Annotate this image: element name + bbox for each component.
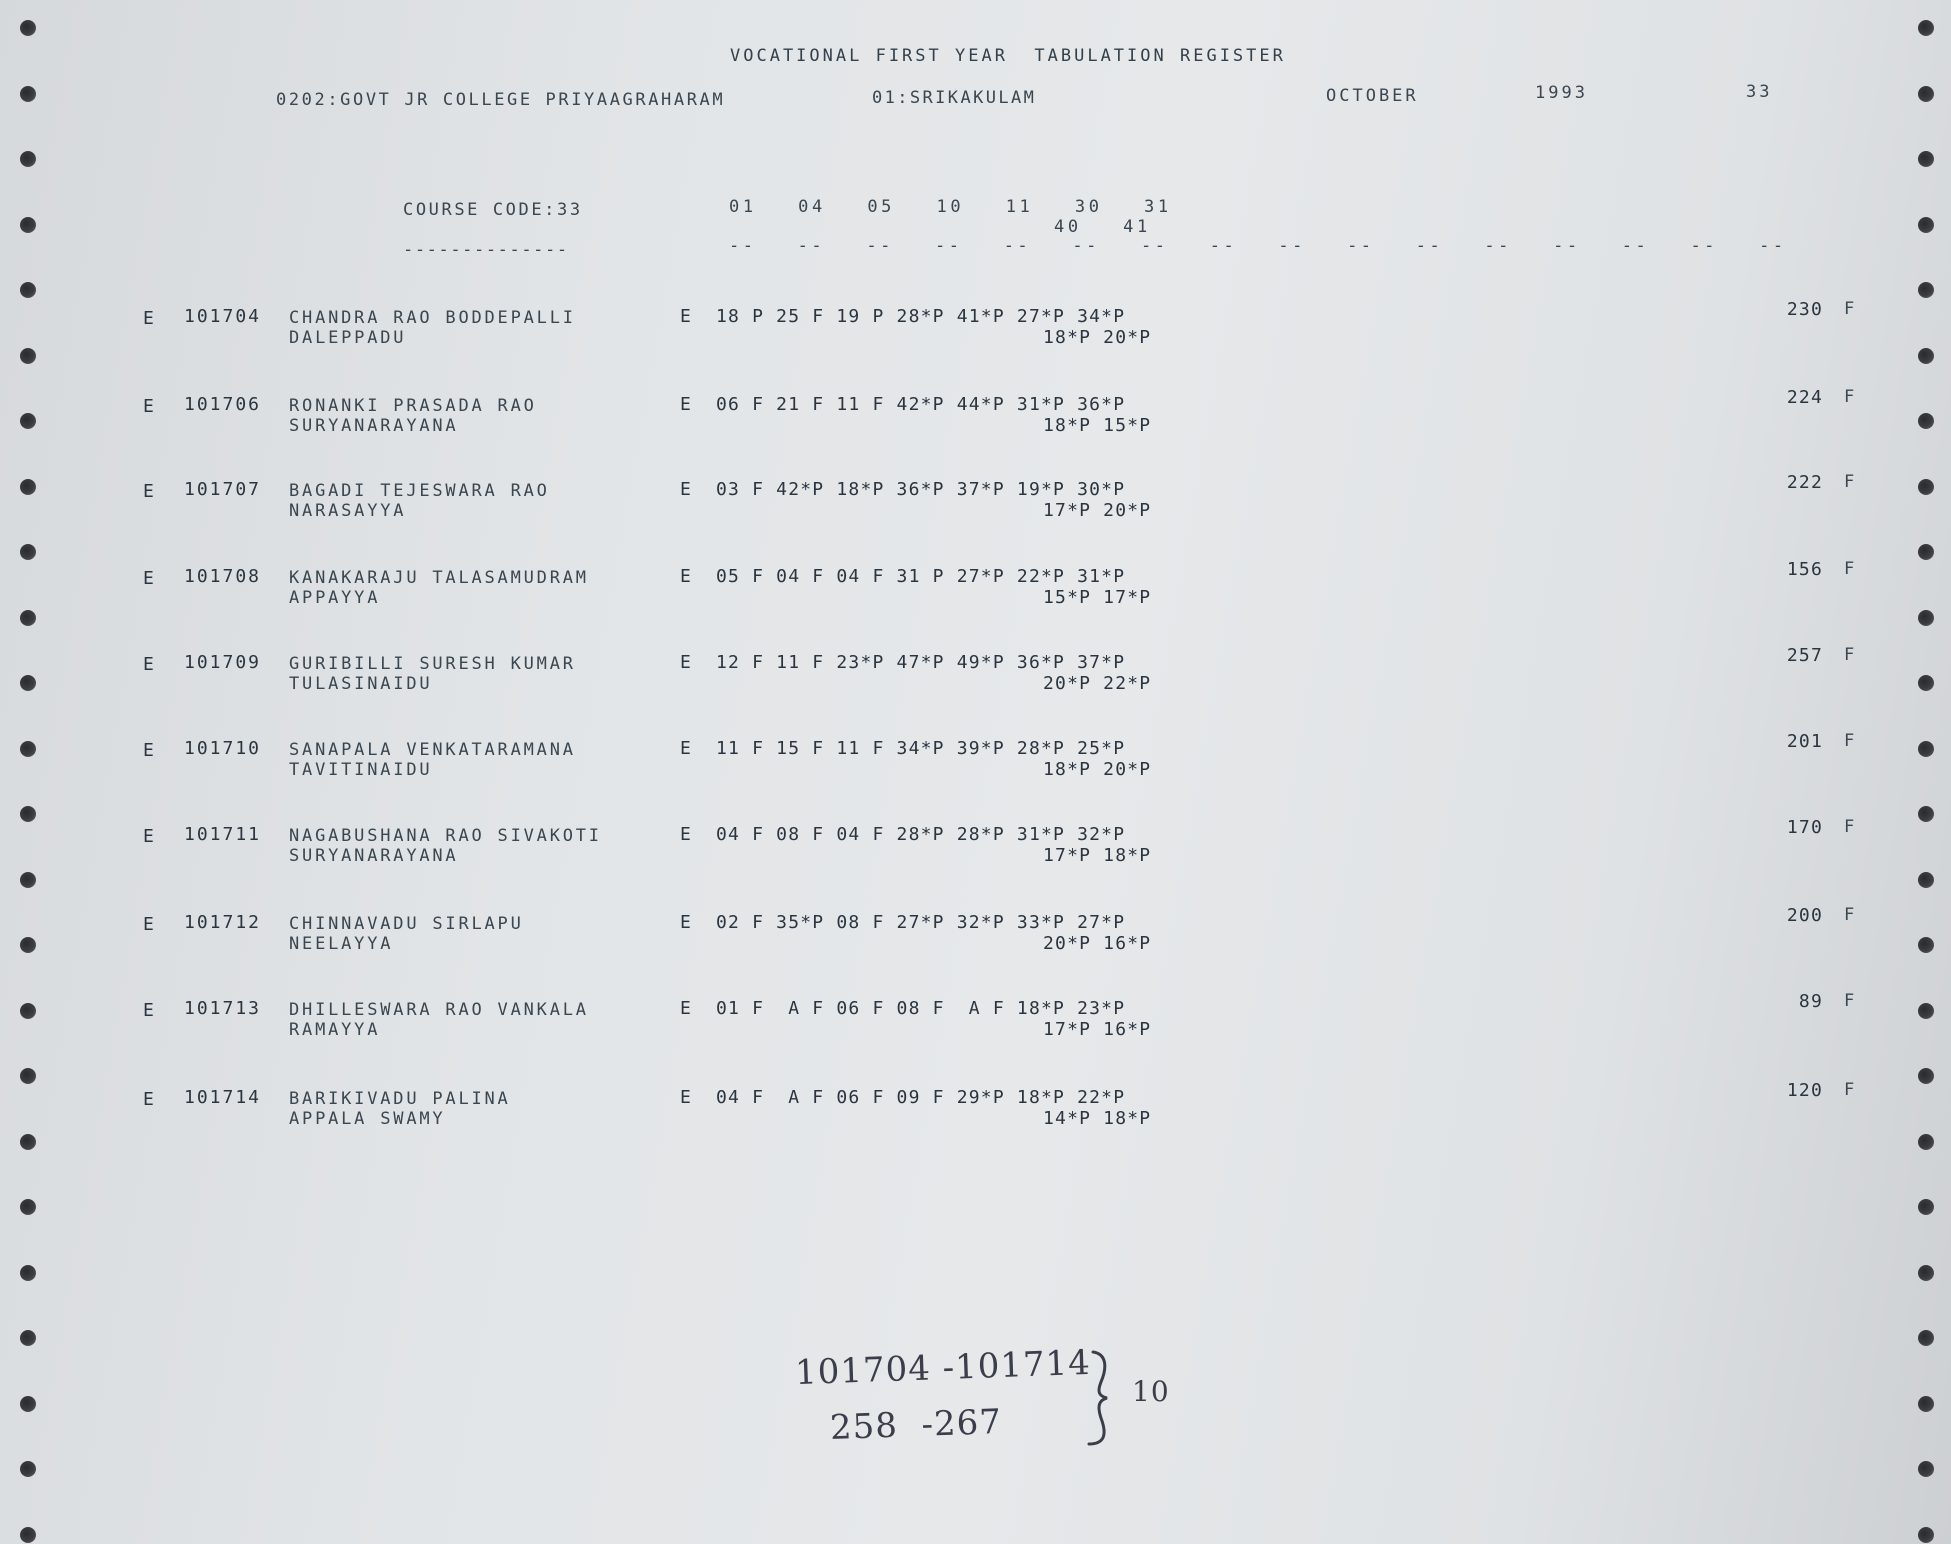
course-code: COURSE CODE:33 xyxy=(403,200,583,220)
student-result: F xyxy=(1844,905,1857,925)
student-result: F xyxy=(1844,645,1857,665)
student-father-name: NEELAYYA xyxy=(289,934,394,954)
student-category: E xyxy=(143,308,156,329)
student-medium: E xyxy=(680,738,693,759)
student-father-name: RAMAYYA xyxy=(289,1020,381,1040)
sprocket-hole xyxy=(1918,151,1934,167)
student-father-name: DALEPPADU xyxy=(289,328,407,348)
student-medium: E xyxy=(680,306,693,327)
student-result: F xyxy=(1844,472,1857,492)
sprocket-hole xyxy=(1918,1396,1934,1412)
sprocket-hole xyxy=(1918,479,1934,495)
student-result: F xyxy=(1844,299,1857,319)
sprocket-hole xyxy=(20,217,36,233)
student-roll-number: 101708 xyxy=(184,566,262,587)
sprocket-hole xyxy=(20,1003,36,1019)
student-total: 156 xyxy=(1786,559,1823,580)
sprocket-hole xyxy=(1918,348,1934,364)
student-total: 257 xyxy=(1786,645,1823,666)
student-category: E xyxy=(143,654,156,675)
sprocket-hole xyxy=(1918,1199,1934,1215)
sprocket-hole xyxy=(1918,282,1934,298)
sprocket-hole xyxy=(20,675,36,691)
student-medium: E xyxy=(680,394,693,415)
student-category: E xyxy=(143,568,156,589)
register-title: VOCATIONAL FIRST YEAR TABULATION REGISTER xyxy=(730,46,1286,66)
sprocket-hole xyxy=(1918,1330,1934,1346)
page-number: 33 xyxy=(1746,82,1773,102)
student-marks-extra: 17*P 18*P xyxy=(1043,845,1152,866)
student-father-name: APPALA SWAMY xyxy=(289,1109,446,1129)
student-category: E xyxy=(143,740,156,761)
student-father-name: NARASAYYA xyxy=(289,501,407,521)
student-father-name: SURYANARAYANA xyxy=(289,846,459,866)
student-father-name: APPAYYA xyxy=(289,588,381,608)
handwritten-page-range: 258 -267 xyxy=(829,1402,1003,1448)
student-marks-extra: 20*P 16*P xyxy=(1043,933,1152,954)
student-roll-number: 101713 xyxy=(184,998,262,1019)
sprocket-hole xyxy=(1918,1527,1934,1543)
student-category: E xyxy=(143,1000,156,1021)
sprocket-hole xyxy=(20,348,36,364)
student-marks-main: 05 F 04 F 04 F 31 P 27*P 22*P 31*P xyxy=(716,566,1126,587)
student-name: SANAPALA VENKATARAMANA xyxy=(289,740,576,760)
student-medium: E xyxy=(680,479,693,500)
sprocket-hole xyxy=(20,86,36,102)
student-name: CHINNAVADU SIRLAPU xyxy=(289,914,524,934)
student-roll-number: 101707 xyxy=(184,479,262,500)
sprocket-hole xyxy=(20,1068,36,1084)
student-medium: E xyxy=(680,652,693,673)
subject-codes-row1: 01 04 05 10 11 30 31 xyxy=(729,197,1172,217)
exam-year: 1993 xyxy=(1535,83,1588,103)
course-underline: -------------- xyxy=(403,240,569,260)
student-marks-extra: 17*P 20*P xyxy=(1043,500,1152,521)
sprocket-hole xyxy=(1918,675,1934,691)
student-result: F xyxy=(1844,817,1857,837)
student-marks-main: 11 F 15 F 11 F 34*P 39*P 28*P 25*P xyxy=(716,738,1126,759)
student-total: 170 xyxy=(1786,817,1823,838)
student-result: F xyxy=(1844,387,1857,407)
student-total: 222 xyxy=(1786,472,1823,493)
sprocket-hole xyxy=(1918,1265,1934,1281)
sprocket-hole xyxy=(1918,1068,1934,1084)
student-marks-extra: 18*P 15*P xyxy=(1043,415,1152,436)
student-total: 230 xyxy=(1786,299,1823,320)
sprocket-hole xyxy=(1918,1461,1934,1477)
student-medium: E xyxy=(680,824,693,845)
student-roll-number: 101711 xyxy=(184,824,262,845)
student-marks-extra: 14*P 18*P xyxy=(1043,1108,1152,1129)
sprocket-hole xyxy=(20,1527,36,1543)
student-name: KANAKARAJU TALASAMUDRAM xyxy=(289,568,589,588)
sprocket-hole xyxy=(20,610,36,626)
student-marks-extra: 17*P 16*P xyxy=(1043,1019,1152,1040)
sprocket-hole xyxy=(20,1265,36,1281)
student-roll-number: 101710 xyxy=(184,738,262,759)
student-total: 224 xyxy=(1786,387,1823,408)
student-roll-number: 101704 xyxy=(184,306,262,327)
sprocket-hole xyxy=(20,872,36,888)
student-roll-number: 101709 xyxy=(184,652,262,673)
sprocket-hole xyxy=(1918,1003,1934,1019)
student-marks-main: 02 F 35*P 08 F 27*P 32*P 33*P 27*P xyxy=(716,912,1126,933)
student-name: BAGADI TEJESWARA RAO xyxy=(289,481,550,501)
handwritten-count: 10 xyxy=(1132,1375,1170,1408)
student-marks-main: 01 F A F 06 F 08 F A F 18*P 23*P xyxy=(716,998,1126,1019)
student-result: F xyxy=(1844,991,1857,1011)
right-tractor-holes xyxy=(1906,0,1946,1544)
sprocket-hole xyxy=(20,1396,36,1412)
student-medium: E xyxy=(680,566,693,587)
left-tractor-holes xyxy=(8,0,48,1544)
student-total: 89 xyxy=(1798,991,1823,1012)
student-name: CHANDRA RAO BODDEPALLI xyxy=(289,308,576,328)
student-marks-main: 04 F A F 06 F 09 F 29*P 18*P 22*P xyxy=(716,1087,1126,1108)
student-name: GURIBILLI SURESH KUMAR xyxy=(289,654,576,674)
student-category: E xyxy=(143,481,156,502)
student-medium: E xyxy=(680,912,693,933)
student-marks-extra: 18*P 20*P xyxy=(1043,327,1152,348)
sprocket-hole xyxy=(1918,217,1934,233)
student-roll-number: 101712 xyxy=(184,912,262,933)
student-marks-main: 04 F 08 F 04 F 28*P 28*P 31*P 32*P xyxy=(716,824,1126,845)
student-total: 200 xyxy=(1786,905,1823,926)
student-father-name: SURYANARAYANA xyxy=(289,416,459,436)
student-marks-extra: 15*P 17*P xyxy=(1043,587,1152,608)
student-name: RONANKI PRASADA RAO xyxy=(289,396,537,416)
sprocket-hole xyxy=(20,741,36,757)
district-name: 01:SRIKAKULAM xyxy=(872,88,1037,108)
student-name: NAGABUSHANA RAO SIVAKOTI xyxy=(289,826,602,846)
student-name: BARIKIVADU PALINA xyxy=(289,1089,511,1109)
student-roll-number: 101714 xyxy=(184,1087,262,1108)
student-marks-extra: 20*P 22*P xyxy=(1043,673,1152,694)
sprocket-hole xyxy=(20,1199,36,1215)
student-category: E xyxy=(143,826,156,847)
subject-dashes: -- -- -- -- -- -- -- -- -- -- -- -- -- -- -- -- xyxy=(729,236,1787,256)
sprocket-hole xyxy=(1918,544,1934,560)
handwritten-brace xyxy=(1085,1348,1115,1448)
student-father-name: TAVITINAIDU xyxy=(289,760,433,780)
sprocket-hole xyxy=(1918,872,1934,888)
sprocket-hole xyxy=(20,282,36,298)
sprocket-hole xyxy=(20,806,36,822)
student-marks-main: 03 F 42*P 18*P 36*P 37*P 19*P 30*P xyxy=(716,479,1126,500)
sprocket-hole xyxy=(1918,20,1934,36)
sprocket-hole xyxy=(20,937,36,953)
sprocket-hole xyxy=(1918,413,1934,429)
student-marks-main: 06 F 21 F 11 F 42*P 44*P 31*P 36*P xyxy=(716,394,1126,415)
student-total: 201 xyxy=(1786,731,1823,752)
exam-month: OCTOBER xyxy=(1326,86,1419,106)
student-result: F xyxy=(1844,1080,1857,1100)
student-medium: E xyxy=(680,998,693,1019)
sprocket-hole xyxy=(20,20,36,36)
student-category: E xyxy=(143,1089,156,1110)
sprocket-hole xyxy=(1918,1134,1934,1150)
handwritten-roll-range: 101704 -101714 xyxy=(794,1342,1092,1394)
sprocket-hole xyxy=(1918,806,1934,822)
sprocket-hole xyxy=(20,1134,36,1150)
sprocket-hole xyxy=(20,479,36,495)
subject-codes-row2: 40 41 xyxy=(1054,217,1151,237)
student-category: E xyxy=(143,396,156,417)
student-medium: E xyxy=(680,1087,693,1108)
sprocket-hole xyxy=(1918,937,1934,953)
sprocket-hole xyxy=(1918,741,1934,757)
student-total: 120 xyxy=(1786,1080,1823,1101)
student-result: F xyxy=(1844,559,1857,579)
student-result: F xyxy=(1844,731,1857,751)
student-name: DHILLESWARA RAO VANKALA xyxy=(289,1000,589,1020)
student-marks-main: 18 P 25 F 19 P 28*P 41*P 27*P 34*P xyxy=(716,306,1126,327)
sprocket-hole xyxy=(1918,86,1934,102)
sprocket-hole xyxy=(1918,610,1934,626)
sprocket-hole xyxy=(20,544,36,560)
student-marks-main: 12 F 11 F 23*P 47*P 49*P 36*P 37*P xyxy=(716,652,1126,673)
student-father-name: TULASINAIDU xyxy=(289,674,433,694)
student-roll-number: 101706 xyxy=(184,394,262,415)
student-category: E xyxy=(143,914,156,935)
sprocket-hole xyxy=(20,1330,36,1346)
sprocket-hole xyxy=(20,1461,36,1477)
sprocket-hole xyxy=(20,151,36,167)
sprocket-hole xyxy=(20,413,36,429)
student-marks-extra: 18*P 20*P xyxy=(1043,759,1152,780)
college-name: 0202:GOVT JR COLLEGE PRIYAAGRAHARAM xyxy=(276,90,726,110)
